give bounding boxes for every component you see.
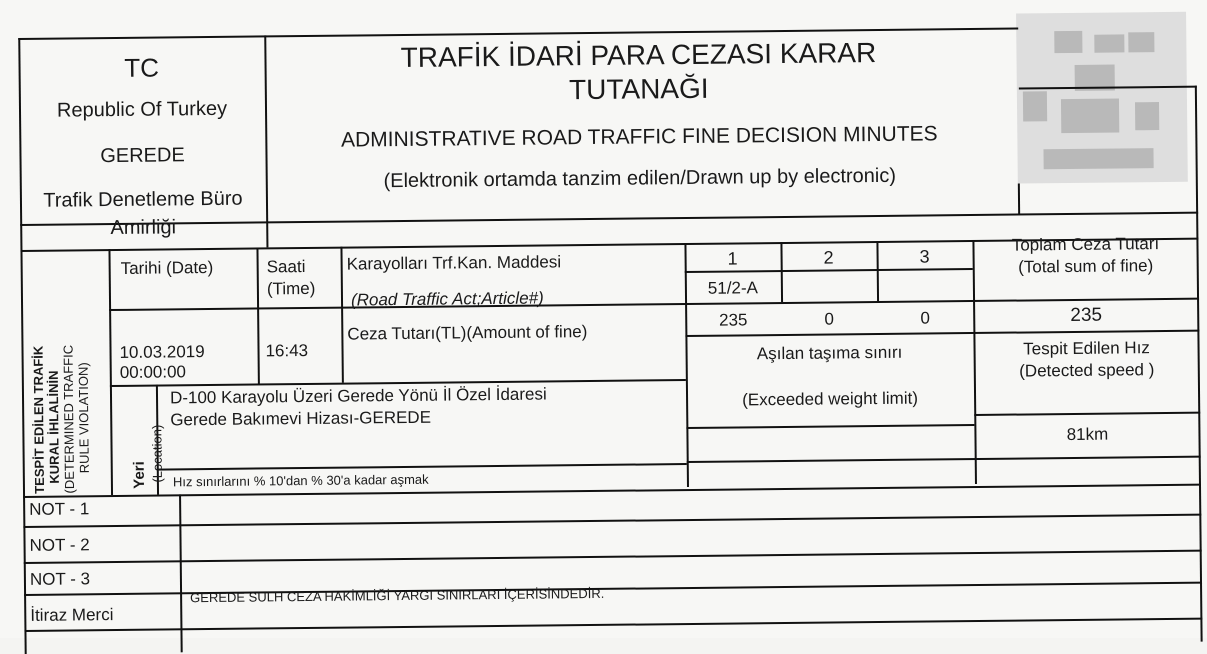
- side-label-3: (DETERMINED TRAFFIC: [60, 344, 78, 494]
- time-label-2: (Time): [266, 278, 316, 299]
- side-label-2: KURAL İHLALİNİN: [45, 370, 62, 484]
- article-1-value: 51/2-A: [707, 278, 759, 298]
- amount-2-value: 0: [824, 309, 835, 329]
- time-label-1: Saati: [266, 257, 306, 277]
- time-value: 16:43: [265, 340, 309, 361]
- objection-label: İtiraz Merci: [30, 605, 114, 625]
- not-3-label: NOT - 3: [29, 569, 91, 589]
- weight-label-2: (Exceeded weight limit): [742, 388, 919, 410]
- not-2-label: NOT - 2: [29, 535, 90, 555]
- title-line-2: TUTANAĞI: [568, 72, 709, 106]
- location-line-2: Gerede Bakımevi Hizası-GEREDE: [170, 407, 432, 430]
- date-label: Tarihi (Date): [120, 257, 214, 278]
- amount-1-value: 235: [718, 310, 748, 330]
- subtitle: ADMINISTRATIVE ROAD TRAFFIC FINE DECISION MINUTES: [340, 122, 938, 152]
- location-line-1: D-100 Karayolu Üzeri Gerede Yönü İl Özel İdaresi: [169, 384, 547, 408]
- amount-3-value: 0: [920, 308, 931, 328]
- location-label: Yeri: [130, 461, 148, 489]
- article-label: Karayolları Trf.Kan. Maddesi: [346, 252, 562, 274]
- side-label-4: RULE VIOLATION): [75, 362, 92, 474]
- speed-label-2: (Detected speed ): [1019, 360, 1155, 381]
- col-1-header: 1: [727, 248, 738, 269]
- objection-value: GEREDE SULH CEZA HAKİMLİĞİ YARGI SINIRLARI İÇERİSİNDEDİR.: [190, 585, 605, 606]
- tc-label: TC: [124, 52, 160, 83]
- title-line-1: TRAFİK İDARİ PARA CEZASI KARAR: [400, 37, 877, 73]
- speed-value: 81km: [1066, 424, 1109, 445]
- republic-label: Republic Of Turkey: [56, 97, 228, 122]
- article-label-en: (Road Traffic Act;Article#): [350, 288, 544, 310]
- fine-form: [18, 2, 1205, 654]
- city-label: GEREDE: [100, 144, 185, 168]
- weight-label-1: Aşılan taşıma sınırı: [756, 342, 903, 364]
- office-label-2: Amirliği: [110, 216, 177, 240]
- date-time-value: 00:00:00: [119, 362, 187, 382]
- location-label-en: (Location): [149, 424, 165, 483]
- date-value: 10.03.2019: [119, 342, 205, 362]
- speed-label-1: Tespit Edilen Hız: [1023, 338, 1150, 359]
- col-3-header: 3: [919, 246, 930, 267]
- not-1-label: NOT - 1: [29, 499, 90, 519]
- office-label-1: Trafik Denetleme Büro: [43, 187, 243, 212]
- blurred-photo: [1016, 12, 1188, 184]
- total-label-1: Toplam Ceza Tutarı: [1011, 234, 1160, 255]
- amount-label: Ceza Tutarı(TL)(Amount of fine): [347, 322, 588, 344]
- electronic-note: (Elektronik ortamda tanzim edilen/Drawn up by electronic): [383, 164, 897, 193]
- not-1-value: Hız sınırlarını % 10'dan % 30'a kadar aşmak: [172, 471, 429, 490]
- side-label-1: TESPİT EDİLEN TRAFİK: [30, 345, 48, 494]
- total-value: 235: [1070, 304, 1103, 326]
- total-label-2: (Total sum of fine): [1018, 256, 1154, 277]
- col-2-header: 2: [823, 247, 834, 268]
